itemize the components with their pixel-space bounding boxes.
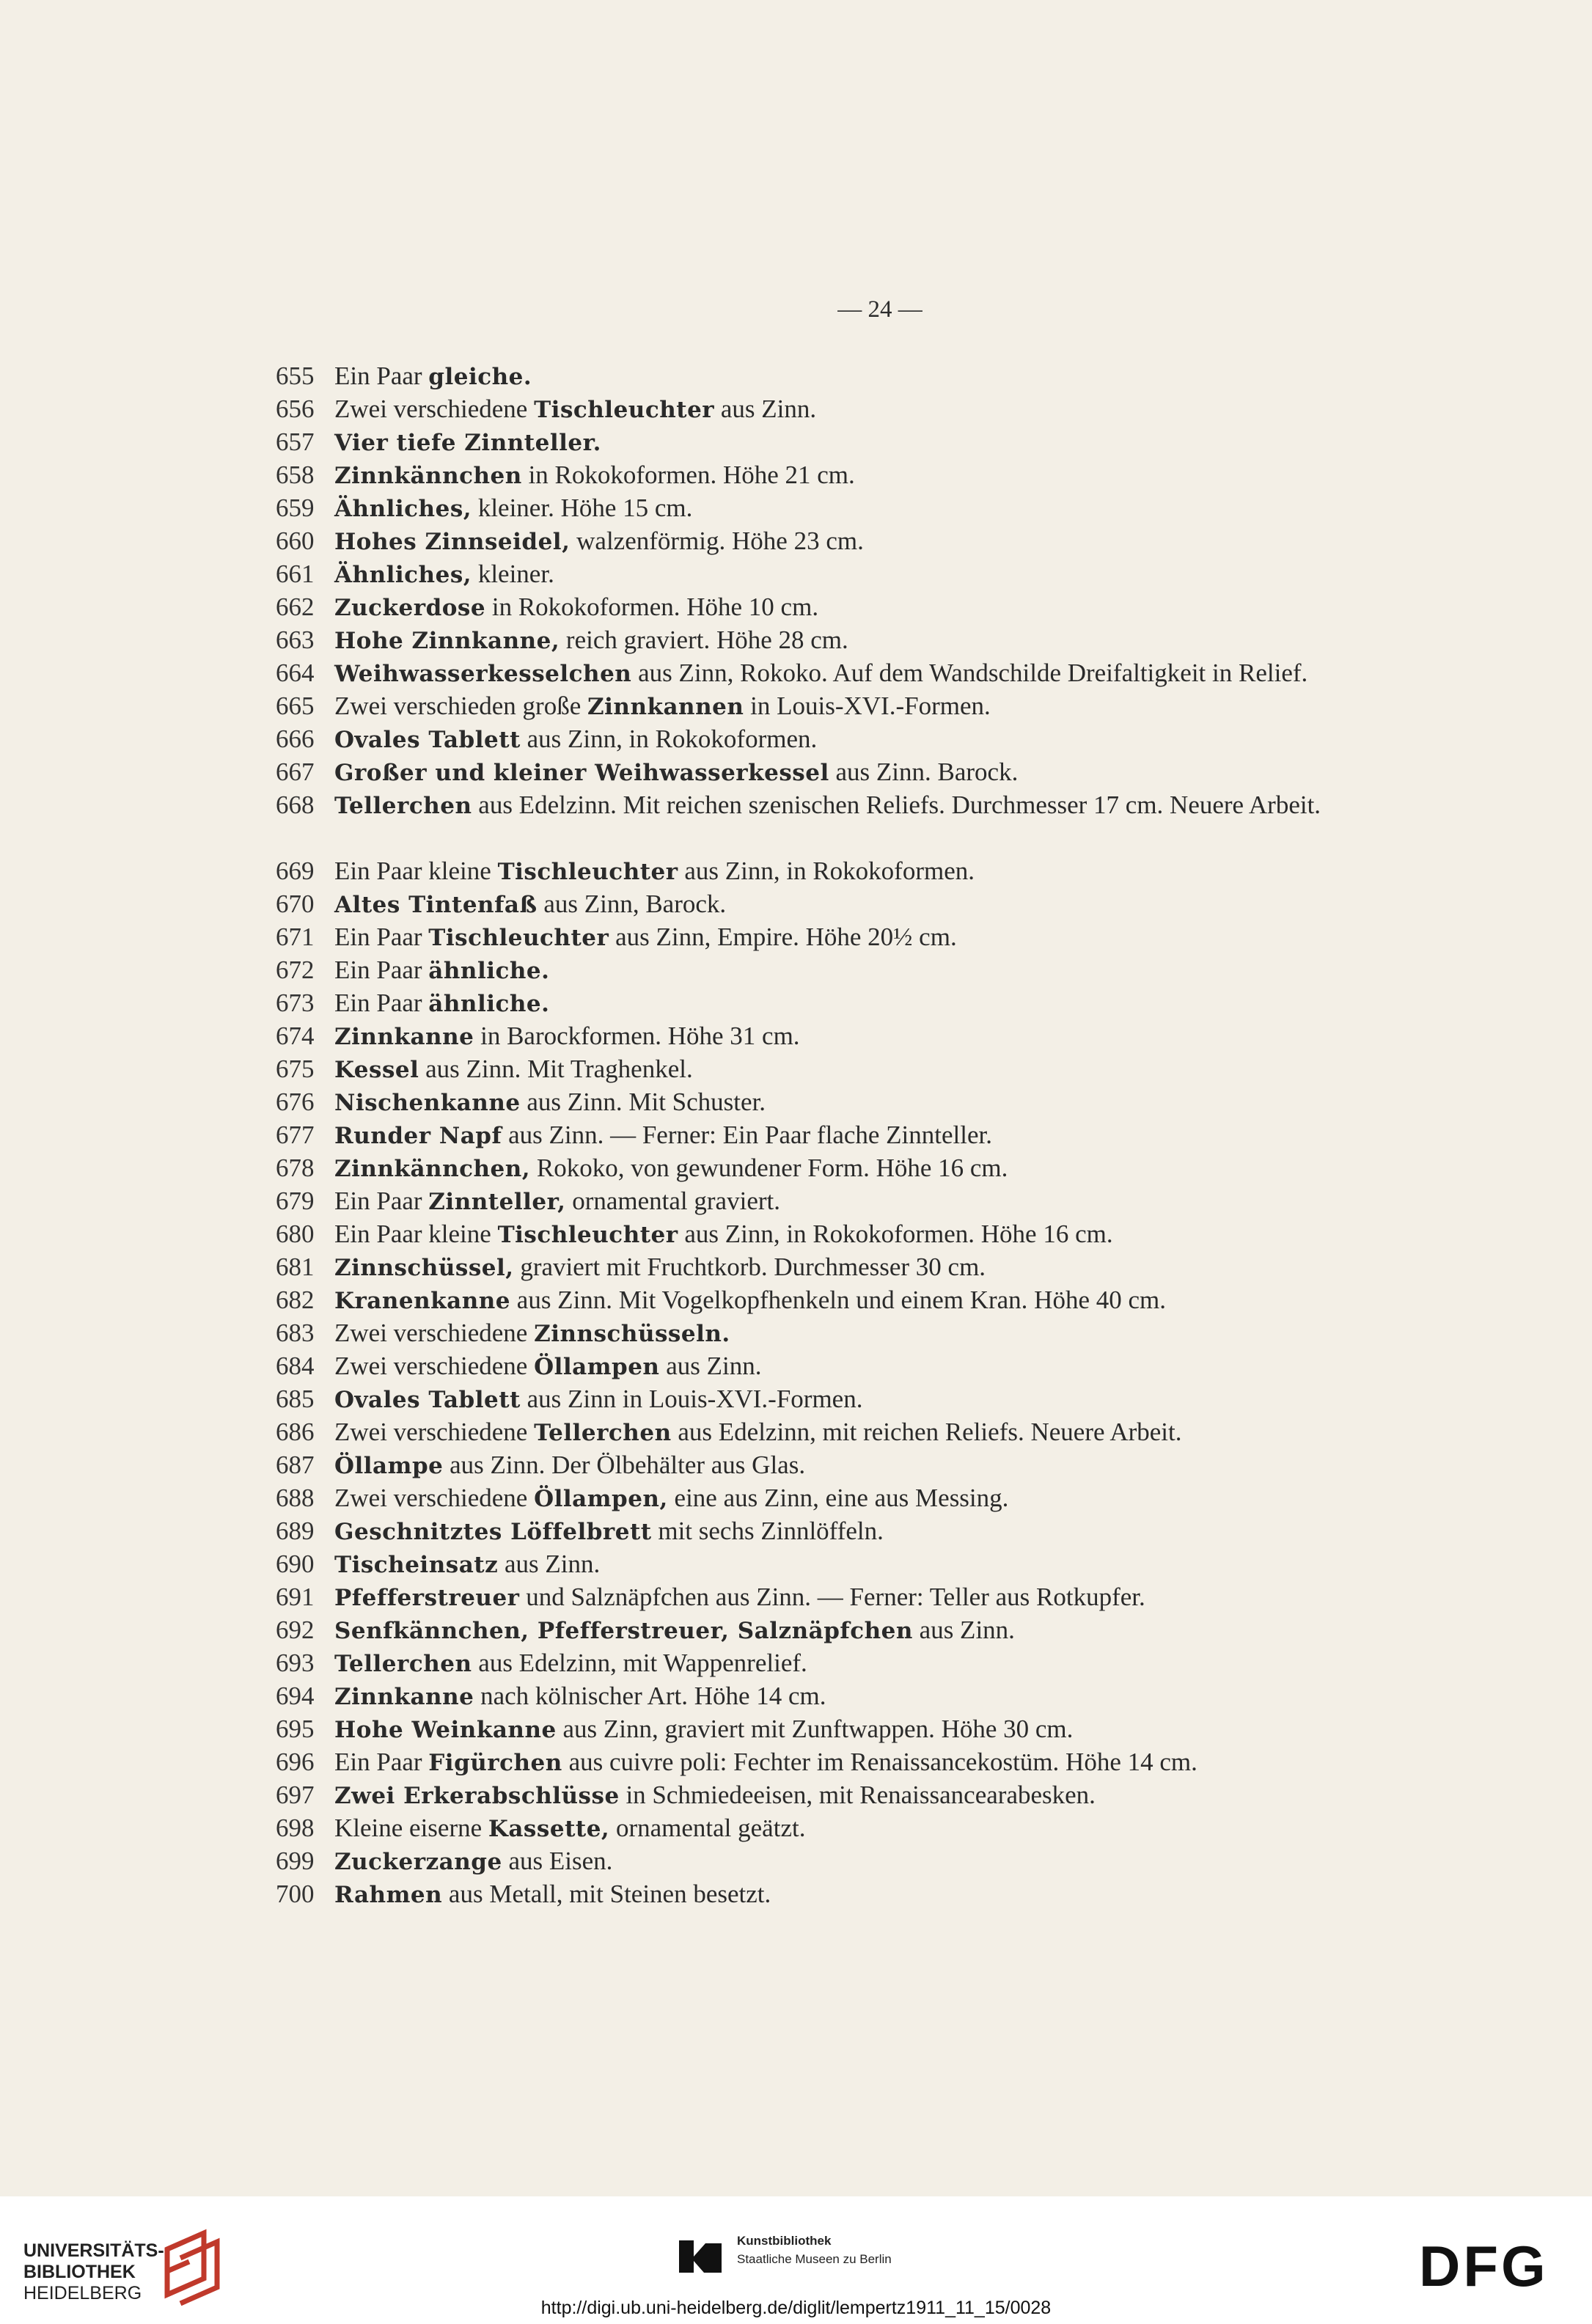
entry-number: 698 [276, 1814, 315, 1842]
university-name-line: HEIDELBERG [23, 2283, 142, 2303]
entry-description: aus Zinn. [498, 1550, 601, 1578]
entry-text [334, 1217, 1478, 1250]
entry-description: Ein Paar [334, 362, 429, 390]
catalog-entry [276, 1118, 1478, 1151]
entry-description: Rokoko, von gewundener Form. Höhe 16 cm. [530, 1154, 1008, 1182]
entry-description: in Louis-XVI.-Formen. [744, 692, 991, 720]
entry-number: 695 [276, 1715, 315, 1743]
entry-description: graviert mit Fruchtkorb. Durchmesser 30 cm. [513, 1253, 986, 1281]
entry-item-name: Kranenkanne [334, 1288, 511, 1314]
entry-description: aus Zinn in Louis-XVI.-Formen. [520, 1385, 863, 1413]
entry-number: 663 [276, 626, 315, 654]
entry-item-name: Zinnkännchen, [334, 1156, 531, 1182]
entry-description: aus Zinn. [912, 1616, 1015, 1644]
catalog-entry [276, 1745, 1478, 1778]
entry-text [334, 1382, 1478, 1415]
entry-number: 694 [276, 1682, 315, 1710]
dfg-logo-text: DFG [1419, 2240, 1549, 2292]
entry-item-name: Weihwasserkesselchen [334, 661, 632, 687]
catalog-entry [276, 425, 1478, 458]
entry-description: Zwei verschieden große [334, 692, 587, 720]
entry-description: aus Zinn. Mit Traghenkel. [419, 1055, 693, 1083]
entry-item-name: Rahmen [334, 1882, 443, 1908]
entry-description: in Rokokoformen. Höhe 10 cm. [485, 593, 819, 621]
university-library-logo-icon[interactable] [160, 2227, 226, 2308]
catalog-entry [276, 491, 1478, 524]
entry-text [334, 425, 1478, 458]
entry-text [334, 1481, 1478, 1514]
entry-text [334, 1580, 1478, 1613]
entry-item-name: Öllampen, [534, 1486, 668, 1512]
entry-description: aus Edelzinn, mit Wappenrelief. [472, 1649, 807, 1677]
entry-text [334, 1019, 1478, 1052]
entry-description: Kleine eiserne [334, 1814, 488, 1842]
footer-bar [0, 2196, 1592, 2324]
entry-description: in Schmiedeeisen, mit Renaissancearabesken. [619, 1781, 1096, 1809]
catalog-entry [276, 1382, 1478, 1415]
entry-number: 672 [276, 956, 315, 984]
entry-description: kleiner. Höhe 15 cm. [472, 494, 693, 522]
entry-description: in Rokokoformen. Höhe 21 cm. [521, 461, 855, 489]
page-number: — 24 — [837, 296, 922, 323]
catalog-entry [276, 1349, 1478, 1382]
catalog-entry [276, 788, 1478, 854]
catalog-entry [276, 920, 1478, 953]
entry-text [334, 1679, 1478, 1712]
entry-description: Ein Paar [334, 923, 429, 951]
entry-number: 683 [276, 1319, 315, 1347]
catalog-entry [276, 1514, 1478, 1547]
catalog-entry [276, 1085, 1478, 1118]
entry-number: 674 [276, 1022, 315, 1050]
catalog-entry [276, 986, 1478, 1019]
entry-item-name: Zinnkannen [587, 694, 744, 720]
entry-text [334, 557, 1478, 590]
kunstbibliothek-subtitle: Staatliche Museen zu Berlin [737, 2252, 892, 2266]
catalog-entry [276, 1844, 1478, 1877]
entry-text [334, 1877, 1478, 1910]
entry-number: 677 [276, 1121, 315, 1149]
catalog-entry [276, 1151, 1478, 1184]
entry-description: aus Zinn. Der Ölbehälter aus Glas. [443, 1451, 806, 1479]
entry-number: 673 [276, 989, 315, 1017]
catalog-entry [276, 854, 1478, 887]
entry-number: 693 [276, 1649, 315, 1677]
entry-number: 696 [276, 1748, 315, 1776]
entry-item-name: Zwei Erkerabschlüsse [334, 1783, 620, 1809]
entry-number: 667 [276, 758, 315, 786]
catalog-entry [276, 1217, 1478, 1250]
catalog-entry [276, 524, 1478, 557]
entry-description: nach kölnischer Art. Höhe 14 cm. [474, 1682, 826, 1710]
entry-number: 655 [276, 362, 315, 390]
entry-item-name: Kessel [334, 1057, 419, 1083]
entry-text [334, 491, 1478, 524]
entry-item-name: Kassette, [488, 1816, 610, 1842]
entry-item-name: Tellerchen [334, 1651, 472, 1677]
entry-number: 678 [276, 1154, 315, 1182]
entry-text [334, 1085, 1478, 1118]
entry-text [334, 1283, 1478, 1316]
entry-item-name: Senfkännchen, Pfefferstreuer, Salznäpfchen [334, 1618, 913, 1644]
catalog-entry [276, 1712, 1478, 1745]
catalog-entry [276, 359, 1478, 392]
entry-number: 679 [276, 1187, 315, 1215]
entry-description: walzenförmig. Höhe 23 cm. [570, 527, 864, 555]
entry-description: Ein Paar [334, 989, 429, 1017]
page-url-link[interactable]: http://digi.ub.uni-heidelberg.de/diglit/lempertz1911_11_15/0028 [540, 2298, 1052, 2318]
entry-number: 662 [276, 593, 315, 621]
entry-text [334, 1547, 1478, 1580]
kunstbibliothek-name[interactable] [737, 2232, 892, 2268]
entry-item-name: Tischeinsatz [334, 1552, 499, 1578]
entry-item-name: Tellerchen [334, 793, 472, 819]
entry-number: 660 [276, 527, 315, 555]
entry-text [334, 524, 1478, 557]
entry-description: aus Zinn. [714, 395, 817, 423]
entry-number: 681 [276, 1253, 315, 1281]
entry-item-name: Öllampen [534, 1354, 660, 1380]
entry-item-name: Vier tiefe Zinnteller. [334, 430, 601, 456]
university-library-name[interactable] [23, 2240, 164, 2304]
entry-number: 666 [276, 725, 315, 753]
entry-item-name: Zinnschüssel, [334, 1255, 514, 1281]
entry-item-name: Ähnliches, [334, 562, 472, 588]
entry-text [334, 1514, 1478, 1547]
kunstbibliothek-logo-icon[interactable] [675, 2235, 726, 2279]
entry-text [334, 986, 1478, 1019]
entry-number: 665 [276, 692, 315, 720]
entry-item-name: ähnliche. [428, 958, 550, 984]
entry-item-name: Pfefferstreuer [334, 1585, 520, 1611]
entry-description: aus Zinn. — Ferner: Ein Paar flache Zinnteller. [502, 1121, 992, 1149]
entry-item-name: Tischleuchter [534, 397, 715, 423]
entry-item-name: Ähnliches, [334, 496, 472, 522]
entry-text [334, 920, 1478, 953]
entry-description: ornamental graviert. [565, 1187, 780, 1215]
entry-text [334, 1052, 1478, 1085]
entry-description: Ein Paar kleine [334, 857, 498, 885]
entry-item-name: Zinnkanne [334, 1024, 474, 1050]
entry-text [334, 1811, 1478, 1844]
catalog-entry [276, 1778, 1478, 1811]
entry-description: aus Zinn. Barock. [829, 758, 1019, 786]
catalog-entry [276, 1250, 1478, 1283]
entry-text [334, 788, 1478, 854]
entry-description: aus Zinn, in Rokokoformen. [678, 857, 975, 885]
entry-item-name: Hohes Zinnseidel, [334, 529, 571, 555]
entry-text [334, 1613, 1478, 1646]
catalog-entry [276, 623, 1478, 656]
entry-description: aus Edelzinn, mit reichen Reliefs. Neuere Arbeit. [671, 1418, 1182, 1446]
entry-description: eine aus Zinn, eine aus Messing. [667, 1484, 1009, 1512]
entry-text [334, 1778, 1478, 1811]
entry-number: 690 [276, 1550, 315, 1578]
entry-text [334, 755, 1478, 788]
entry-description: reich graviert. Höhe 28 cm. [560, 626, 848, 654]
entry-number: 657 [276, 428, 315, 456]
entry-description: aus Zinn. Mit Schuster. [520, 1088, 766, 1116]
entry-item-name: Nischenkanne [334, 1090, 521, 1116]
entry-item-name: Altes Tintenfaß [334, 892, 538, 918]
entry-text [334, 1646, 1478, 1679]
catalog-entry [276, 392, 1478, 425]
entry-item-name: Hohe Weinkanne [334, 1717, 557, 1743]
entry-item-name: Zuckerdose [334, 595, 486, 621]
catalog-entry [276, 590, 1478, 623]
entry-description: Zwei verschiedene [334, 395, 535, 423]
entry-number: 697 [276, 1781, 315, 1809]
entry-text [334, 623, 1478, 656]
entry-description: Ein Paar [334, 956, 429, 984]
entry-number: 656 [276, 395, 315, 423]
entry-item-name: Hohe Zinnkanne, [334, 628, 560, 654]
catalog-entry [276, 953, 1478, 986]
entry-description: aus Zinn, Rokoko. Auf dem Wandschilde Dreifaltigkeit in Relief. [631, 659, 1308, 687]
entry-number: 692 [276, 1616, 315, 1644]
catalog-entry [276, 1184, 1478, 1217]
entry-text [334, 590, 1478, 623]
entry-number: 675 [276, 1055, 315, 1083]
entry-number: 676 [276, 1088, 315, 1116]
entry-description: Ein Paar kleine [334, 1220, 498, 1248]
entry-item-name: Zinnschüsseln. [534, 1321, 730, 1347]
entry-description: aus Zinn, in Rokokoformen. [520, 725, 818, 753]
entry-description: aus Zinn, in Rokokoformen. Höhe 16 cm. [678, 1220, 1113, 1248]
entry-description: aus Zinn, Barock. [537, 890, 727, 918]
entry-description: aus cuivre poli: Fechter im Renaissancekostüm. Höhe 14 cm. [562, 1748, 1197, 1776]
entry-description: aus Eisen. [502, 1847, 613, 1875]
entry-number: 687 [276, 1451, 315, 1479]
entry-item-name: gleiche. [428, 364, 532, 390]
entry-number: 671 [276, 923, 315, 951]
entry-text [334, 1745, 1478, 1778]
entry-item-name: Zinnkännchen [334, 463, 522, 489]
entry-text [334, 1151, 1478, 1184]
entry-description: mit sechs Zinnlöffeln. [651, 1517, 884, 1545]
entry-item-name: Tellerchen [534, 1420, 672, 1446]
entry-text [334, 1448, 1478, 1481]
entry-text [334, 656, 1478, 689]
entry-text [334, 854, 1478, 887]
catalog-entry [276, 1613, 1478, 1646]
entry-item-name: Tischleuchter [428, 925, 609, 951]
entry-number: 688 [276, 1484, 315, 1512]
catalog-entry [276, 689, 1478, 722]
entry-text [334, 1712, 1478, 1745]
entry-description: aus Zinn, Empire. Höhe 20½ cm. [609, 923, 957, 951]
entry-number: 680 [276, 1220, 315, 1248]
entry-text [334, 1316, 1478, 1349]
university-name-line: BIBLIOTHEK [23, 2262, 136, 2282]
entry-number: 699 [276, 1847, 315, 1875]
entry-number: 691 [276, 1583, 315, 1611]
catalog-entry [276, 1283, 1478, 1316]
entry-item-name: Ovales Tablett [334, 727, 521, 753]
entry-number: 659 [276, 494, 315, 522]
entry-number: 686 [276, 1418, 315, 1446]
entry-number: 658 [276, 461, 315, 489]
catalog-entry [276, 1019, 1478, 1052]
entry-description: Zwei verschiedene [334, 1418, 535, 1446]
entry-text [334, 1184, 1478, 1217]
catalog-entry [276, 1052, 1478, 1085]
entry-number: 670 [276, 890, 315, 918]
entry-number: 669 [276, 857, 315, 885]
entry-text [334, 887, 1478, 920]
entry-number: 700 [276, 1880, 315, 1908]
entry-description: aus Zinn. Mit Vogelkopfhenkeln und einem Kran. Höhe 40 cm. [510, 1286, 1167, 1314]
catalog-entry [276, 458, 1478, 491]
entry-description: Ein Paar [334, 1748, 429, 1776]
entry-text [334, 1415, 1478, 1448]
entry-item-name: Großer und kleiner Weihwasserkessel [334, 760, 829, 786]
entry-description: Ein Paar [334, 1187, 429, 1215]
entry-text [334, 359, 1478, 392]
entry-description: Zwei verschiedene [334, 1319, 535, 1347]
entry-text [334, 953, 1478, 986]
catalog-entry [276, 1316, 1478, 1349]
entry-text [334, 722, 1478, 755]
catalog-entry [276, 1415, 1478, 1448]
entry-text [334, 392, 1478, 425]
entry-number: 664 [276, 659, 315, 687]
entry-text [334, 689, 1478, 722]
entry-item-name: Runder Napf [334, 1123, 502, 1149]
entry-item-name: Geschnitztes Löffelbrett [334, 1519, 652, 1545]
entry-text [334, 1118, 1478, 1151]
entry-item-name: ähnliche. [428, 991, 550, 1017]
entry-description: aus Edelzinn. Mit reichen szenischen Reliefs. Durchmesser 17 cm. Neuere Arbeit. [472, 791, 1321, 819]
entry-description: Zwei verschiedene [334, 1484, 535, 1512]
university-name-line: UNIVERSITÄTS- [23, 2240, 164, 2261]
entry-text [334, 458, 1478, 491]
catalog-entry-list [276, 359, 1478, 1910]
entry-description: in Barockformen. Höhe 31 cm. [474, 1022, 800, 1050]
entry-item-name: Figürchen [428, 1750, 562, 1776]
entry-description: und Salznäpfchen aus Zinn. — Ferner: Teller aus Rotkupfer. [519, 1583, 1145, 1611]
entry-item-name: Tischleuchter [497, 859, 678, 885]
entry-number: 689 [276, 1517, 315, 1545]
catalog-entry [276, 1646, 1478, 1679]
kunstbibliothek-title: Kunstbibliothek [737, 2234, 832, 2248]
entry-description: aus Metall, mit Steinen besetzt. [442, 1880, 771, 1908]
catalog-entry [276, 1481, 1478, 1514]
entry-number: 682 [276, 1286, 315, 1314]
dfg-logo-icon[interactable] [1419, 2240, 1569, 2292]
catalog-entry [276, 1811, 1478, 1844]
catalog-entry [276, 1448, 1478, 1481]
catalog-entry [276, 887, 1478, 920]
entry-number: 668 [276, 791, 315, 819]
entry-description: aus Zinn. [659, 1352, 762, 1380]
entry-number: 684 [276, 1352, 315, 1380]
catalog-entry [276, 1580, 1478, 1613]
catalog-entry [276, 656, 1478, 689]
entry-item-name: Ovales Tablett [334, 1387, 521, 1413]
entry-text [334, 1349, 1478, 1382]
entry-item-name: Tischleuchter [497, 1222, 678, 1248]
entry-item-name: Öllampe [334, 1453, 444, 1479]
catalog-entry [276, 1679, 1478, 1712]
entry-number: 661 [276, 560, 315, 588]
entry-item-name: Zuckerzange [334, 1849, 502, 1875]
catalog-entry [276, 755, 1478, 788]
entry-description: ornamental geätzt. [609, 1814, 806, 1842]
entry-description: kleiner. [472, 560, 554, 588]
entry-text [334, 1250, 1478, 1283]
entry-number: 685 [276, 1385, 315, 1413]
catalog-entry [276, 1877, 1478, 1910]
catalog-entry [276, 557, 1478, 590]
entry-description: aus Zinn, graviert mit Zunftwappen. Höhe 30 cm. [556, 1715, 1074, 1743]
entry-description: Zwei verschiedene [334, 1352, 535, 1380]
catalog-entry [276, 1547, 1478, 1580]
entry-text [334, 1844, 1478, 1877]
entry-item-name: Zinnteller, [428, 1189, 566, 1215]
catalog-entry [276, 722, 1478, 755]
entry-item-name: Zinnkanne [334, 1684, 474, 1710]
